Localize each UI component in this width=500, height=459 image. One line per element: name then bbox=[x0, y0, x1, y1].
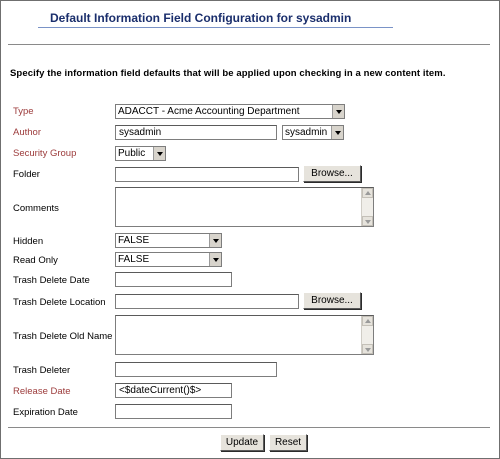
security-group-label: Security Group bbox=[13, 148, 77, 159]
release-date-input[interactable]: <$dateCurrent()$> bbox=[115, 383, 232, 398]
security-group-select-value: Public bbox=[118, 148, 146, 159]
author-label: Author bbox=[13, 127, 41, 138]
bottom-divider bbox=[8, 427, 490, 428]
trash-delete-location-label: Trash Delete Location bbox=[13, 297, 106, 308]
security-group-select[interactable] bbox=[115, 146, 166, 161]
scroll-up-icon[interactable] bbox=[362, 188, 373, 198]
trash-delete-date-label: Trash Delete Date bbox=[13, 275, 90, 286]
hidden-select-value: FALSE bbox=[118, 235, 150, 246]
author-select[interactable] bbox=[282, 125, 344, 140]
scroll-up-icon[interactable] bbox=[362, 316, 373, 326]
trash-delete-old-name-label: Trash Delete Old Name bbox=[13, 331, 113, 342]
instructions-text: Specify the information field defaults that will be applied upon checking in a new content item. bbox=[10, 68, 446, 79]
update-button[interactable]: Update bbox=[220, 434, 264, 451]
type-select[interactable] bbox=[115, 104, 345, 119]
comments-scrollbar[interactable] bbox=[361, 188, 373, 226]
comments-label: Comments bbox=[13, 203, 59, 214]
chevron-down-icon[interactable] bbox=[153, 147, 165, 160]
release-date-label: Release Date bbox=[13, 386, 71, 397]
trash-delete-old-name-textarea[interactable] bbox=[115, 315, 374, 355]
author-select-value: sysadmin bbox=[285, 127, 328, 138]
top-divider bbox=[8, 44, 490, 45]
trash-delete-old-name-scrollbar[interactable] bbox=[361, 316, 373, 354]
type-select-value: ADACCT - Acme Accounting Department bbox=[118, 106, 300, 117]
expiration-date-input[interactable] bbox=[115, 404, 232, 419]
chevron-down-icon[interactable] bbox=[332, 105, 344, 118]
trash-delete-location-browse-button[interactable]: Browse... bbox=[303, 292, 361, 309]
folder-browse-button[interactable]: Browse... bbox=[303, 165, 361, 182]
page-title: Default Information Field Configuration for sysadmin bbox=[50, 11, 352, 25]
trash-delete-date-input[interactable] bbox=[115, 272, 232, 287]
chevron-down-icon[interactable] bbox=[331, 126, 343, 139]
folder-label: Folder bbox=[13, 169, 40, 180]
trash-deleter-input[interactable] bbox=[115, 362, 277, 377]
read-only-label: Read Only bbox=[13, 255, 58, 266]
read-only-select[interactable] bbox=[115, 252, 222, 267]
hidden-label: Hidden bbox=[13, 236, 44, 247]
comments-textarea[interactable] bbox=[115, 187, 374, 227]
hidden-select[interactable] bbox=[115, 233, 222, 248]
chevron-down-icon[interactable] bbox=[209, 253, 221, 266]
type-label: Type bbox=[13, 106, 34, 117]
author-input[interactable]: sysadmin bbox=[115, 125, 277, 140]
chevron-down-icon[interactable] bbox=[209, 234, 221, 247]
folder-input[interactable] bbox=[115, 167, 299, 182]
read-only-select-value: FALSE bbox=[118, 254, 150, 265]
scroll-down-icon[interactable] bbox=[362, 216, 373, 226]
expiration-date-label: Expiration Date bbox=[13, 407, 78, 418]
trash-deleter-label: Trash Deleter bbox=[13, 365, 71, 376]
scroll-down-icon[interactable] bbox=[362, 344, 373, 354]
reset-button[interactable]: Reset bbox=[269, 434, 307, 451]
title-underline bbox=[38, 27, 393, 28]
trash-delete-location-input[interactable] bbox=[115, 294, 299, 309]
